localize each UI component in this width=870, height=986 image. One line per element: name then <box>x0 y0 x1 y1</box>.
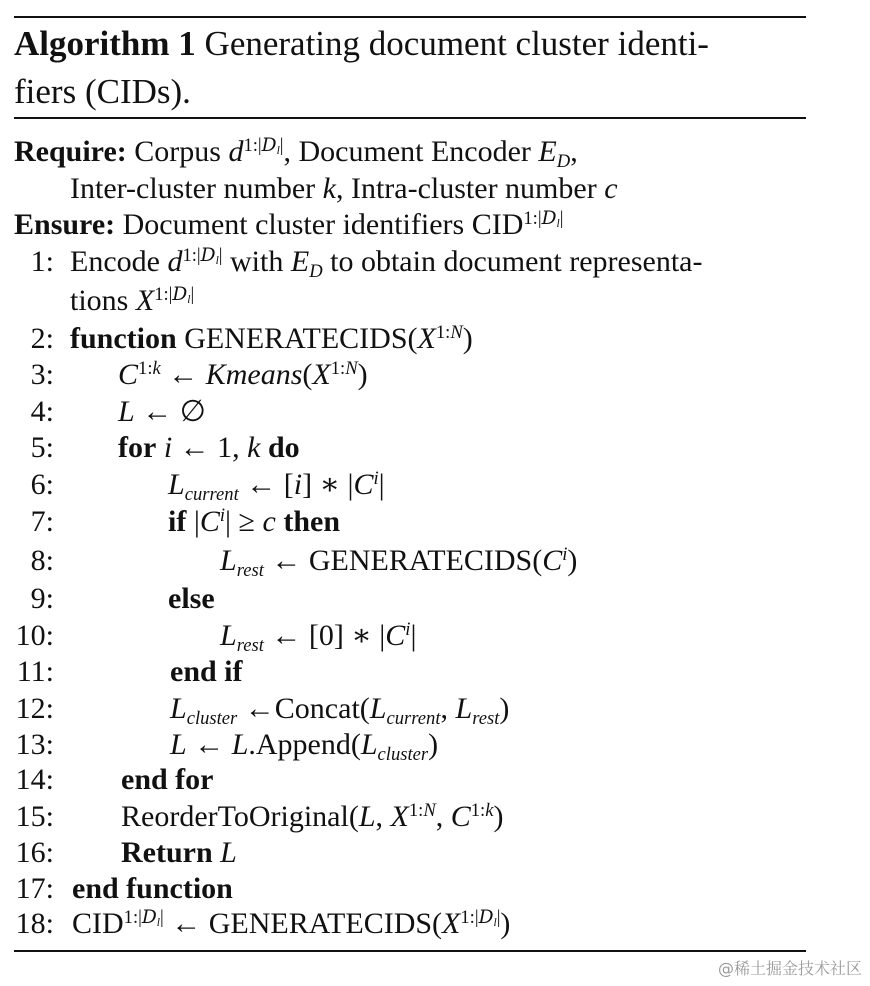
line-number: 13: <box>15 728 54 761</box>
line-number: 15: <box>15 800 54 833</box>
step-18-cid: CID <box>72 907 124 940</box>
line-number: 8: <box>30 544 54 577</box>
algorithm-title <box>14 20 814 116</box>
require-label: Require: <box>14 135 127 168</box>
step-1-text-c: to obtain document representa- <box>330 245 703 278</box>
require-encoder: , Document Encoder <box>283 135 531 168</box>
top-rule <box>14 16 806 18</box>
line-number: 17: <box>15 872 54 905</box>
line-number: 6: <box>30 468 54 501</box>
watermark: @稀土掘金技术社区 <box>717 959 862 978</box>
ensure-text: Document cluster identifiers CID <box>122 208 524 241</box>
line-number: 1: <box>30 245 54 278</box>
line-number: 11: <box>16 655 54 688</box>
step-3-fn: Kmeans <box>205 358 303 391</box>
step-1-text-b: with <box>230 245 284 278</box>
return-keyword: Return <box>121 836 213 869</box>
ensure-label: Ensure: <box>14 208 116 241</box>
step-1-text-d: tions <box>70 284 129 317</box>
step-18-fn: GENERATECIDS( <box>208 907 443 940</box>
do-keyword: do <box>267 431 300 464</box>
algorithm-title-line1: Generating document cluster identi- <box>204 24 709 63</box>
end-function-keyword: end function <box>72 872 233 905</box>
else-keyword: else <box>168 582 215 615</box>
step-13-fn: Append( <box>255 728 361 761</box>
step-2-fn: GENERATECIDS( <box>184 322 418 355</box>
require-intra: , Intra-cluster number <box>335 172 597 205</box>
algorithm-label: Algorithm 1 <box>14 24 196 63</box>
function-keyword: function <box>70 322 177 355</box>
line-number: 9: <box>30 582 54 615</box>
end-for-keyword: end for <box>121 763 214 796</box>
line-number: 7: <box>30 505 54 538</box>
require-corpus: Corpus <box>134 135 221 168</box>
step-1-text-a: Encode <box>70 245 160 278</box>
for-keyword: for <box>118 431 157 464</box>
line-number: 18: <box>15 907 54 940</box>
line-number: 5: <box>30 431 54 464</box>
bottom-rule <box>14 950 806 952</box>
line-number: 10: <box>15 619 54 652</box>
step-12-fn: Concat( <box>274 692 370 725</box>
step-8-fn: GENERATECIDS( <box>308 544 543 577</box>
line-number: 14: <box>15 763 54 796</box>
then-keyword: then <box>283 505 341 538</box>
require-inter: Inter-cluster number <box>70 172 316 205</box>
step-15-fn: ReorderToOriginal( <box>121 800 359 833</box>
end-if-keyword: end if <box>170 655 243 688</box>
line-number: 12: <box>15 692 54 725</box>
algorithm-title-line2: fiers (CIDs). <box>14 72 191 111</box>
line-number: 2: <box>30 322 54 355</box>
line-number: 4: <box>30 395 54 428</box>
line-number: 3: <box>30 358 54 391</box>
title-rule <box>14 117 806 119</box>
if-keyword: if <box>168 505 187 538</box>
line-number: 16: <box>15 836 54 869</box>
